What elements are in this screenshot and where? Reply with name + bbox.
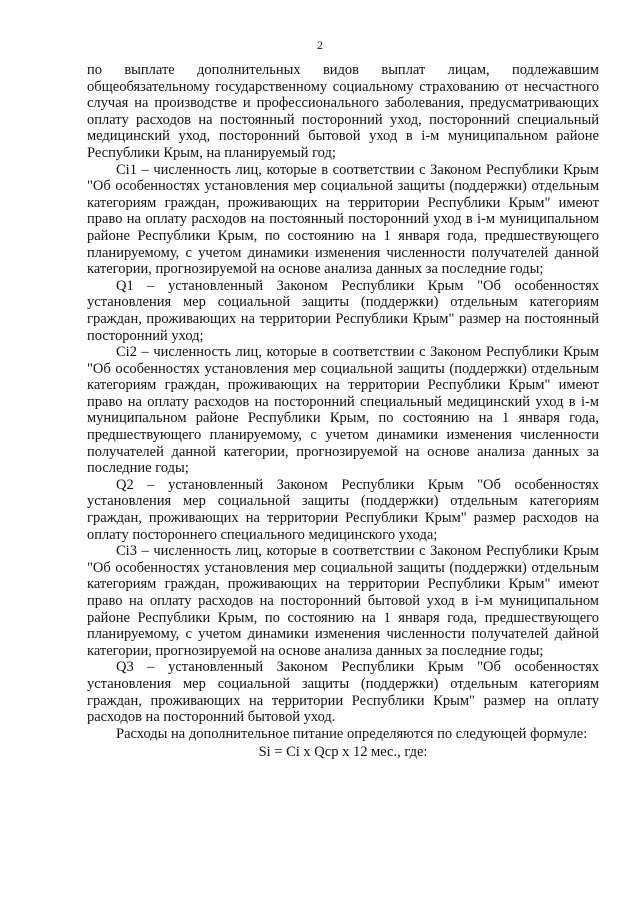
formula: Si = Ci x Qcp x 12 мес., где:	[258, 744, 428, 761]
paragraph-food-expenses-intro: Расходы на дополнительное питание определяются по следующей формуле:	[116, 725, 588, 742]
paragraph-ci2-definition: Ci2 – численность лиц, которые в соответствии с Законом Республики Крым "Об особенностях установления мер социальной защиты (поддержки) отдельным категориям граждан, проживающих на территории Республики Крым" имеют право на оплату расходов на посторонний специальный медицинский уход в i-м муниципальном районе Республики Крым, по состоянию на 1 января года, предшествующего планируемому, с учетом динамики изменения численности получателей данной категории, прогнозируемой на основе анализа данных за последние годы;	[87, 344, 599, 477]
paragraph-ci1-definition: Ci1 – численность лиц, которые в соответствии с Законом Республики Крым "Об особенностях установления мер социальной защиты (поддержки) отдельным категориям граждан, проживающих на территории Республики Крым" имеют право на оплату расходов на постоянный посторонний уход в i-м муниципальном районе Республики Крым, по состоянию на 1 января года, предшествующего планируемому, с учетом динамики изменения численности получателей данной категории, прогнозируемой на основе анализа данных за последние годы;	[87, 161, 599, 278]
document-body	[87, 62, 599, 761]
paragraph-payment-definition: по выплате дополнительных видов выплат лицам, подлежавшим общеобязательному государственному социальному страхованию от несчастного случая на производстве и профессионального заболевания, предусматривающих оплату расходов на постоянный посторонний уход, посторонний специальный медицинский уход, посторонний бытовой уход в i-м муниципальном районе Республики Крым, на планируемый год;	[87, 62, 599, 161]
paragraph-ci3-definition: Ci3 – численность лиц, которые в соответствии с Законом Республики Крым "Об особенностях установления мер социальной защиты (поддержки) отдельным категориям граждан, проживающих на территории Республики Крым" имеют право на оплату расходов на посторонний бытовой уход в i-м муниципальном районе Республики Крым, по состоянию на 1 января года, предшествующего планируемому, с учетом динамики изменения численности получателей дайной категории, прогнозируемой на основе анализа данных за последние годы;	[87, 543, 599, 659]
paragraph-q1-definition: Q1 – установленный Законом Республики Крым "Об особенностях установления мер социальной защиты (поддержки) отдельным категориям граждан, проживающих на территории Республики Крым" размер на постоянный посторонний уход;	[87, 277, 599, 344]
paragraph-q2-definition: Q2 – установленный Законом Республики Крым "Об особенностях установления мер социальной защиты (поддержки) отдельным категориям граждан, проживающих на территории Республики Крым" размер расходов на оплату постороннего специального медицинского ухода;	[87, 476, 599, 543]
paragraph-q3-definition: Q3 – установленный Законом Республики Крым "Об особенностях установления мер социальной защиты (поддержки) отдельным категориям граждан, проживающих на территории Республики Крым" размер на оплату расходов на посторонний бытовой уход.	[87, 659, 599, 726]
page-number: 2	[317, 38, 323, 52]
